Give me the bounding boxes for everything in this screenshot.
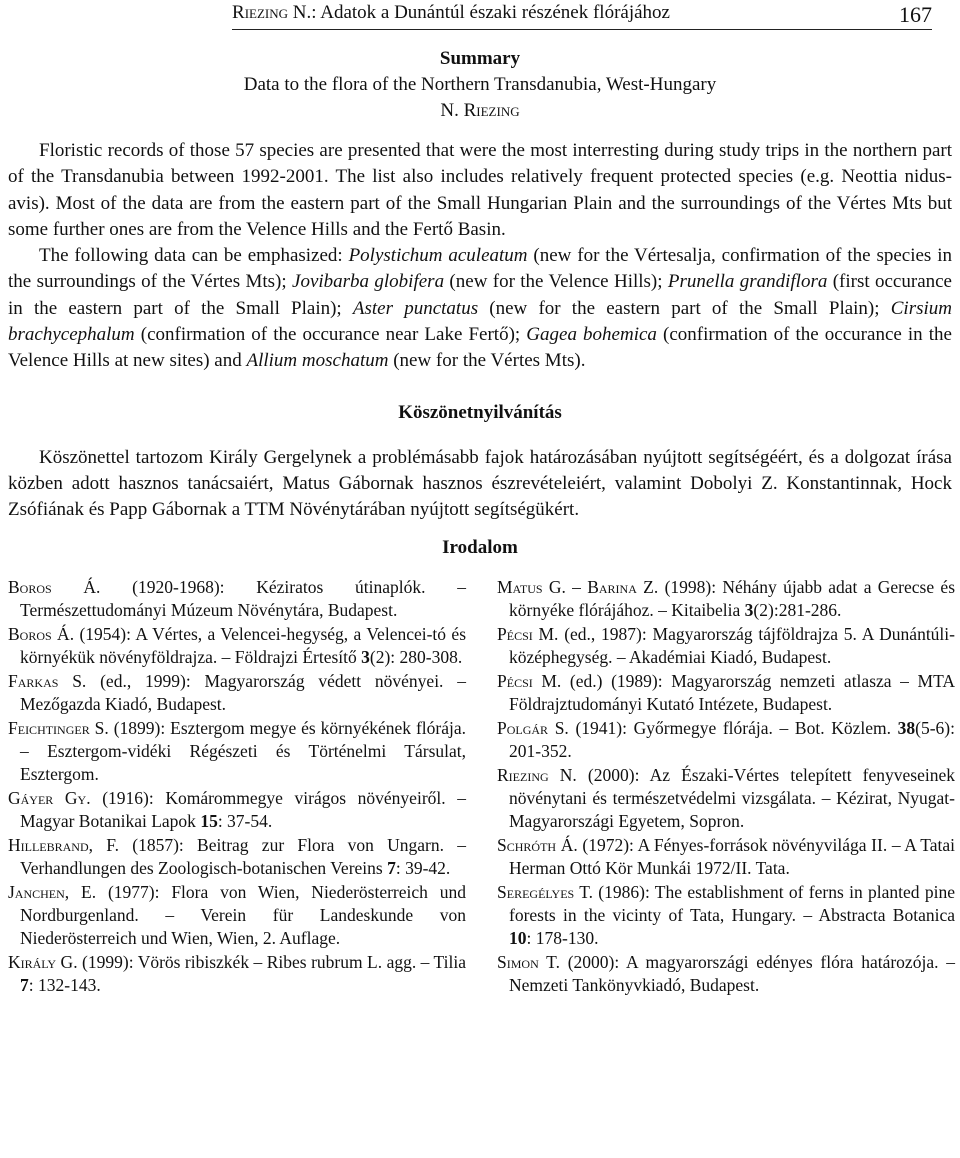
text-run: (first occurance in the eastern part of the Small Plain); <box>8 271 952 319</box>
text-run: (1998): Néhány újabb adat a Gerecse és környéke flórájához. – Kitaibelia <box>509 577 955 620</box>
text-run: (new for the Vértes Mts). <box>388 350 586 372</box>
reference-author: Boros Á. <box>8 577 101 597</box>
reference-author: Janchen, E. <box>8 882 97 903</box>
reference-entry <box>497 881 955 949</box>
abstract-paragraph <box>8 138 952 243</box>
text-run: (confirmation of the occurance in the Velence Hills at new sites) and <box>8 324 952 372</box>
page-number: 167 <box>899 2 932 27</box>
running-head-title <box>232 2 670 24</box>
text-run: (ed., 1987): Magyarország tájföldrajza 5. A Dunántúli-középhegység. – Akadémiai Kiadó, Budapest. <box>509 624 955 667</box>
volume-number: 10 <box>509 927 527 948</box>
text-run: (1916): Komárommegye virágos növényeiről. – Magyar Botanikai Lapok <box>20 788 466 831</box>
text-run: (1986): The establishment of ferns in planted pine forests in the vicinty of Tata, Hungary. – Abstracta Botanica <box>509 882 955 926</box>
text-run: (1857): Beitrag zur Flora von Ungarn. – Verhandlungen des Zoologisch-botanischen Vereins <box>20 835 466 879</box>
reference-entry <box>8 717 466 785</box>
text-run: (1899): Esztergom megye és környékének flórája. – Esztergom-vidéki Régészeti és Történelmi Társulat, Esztergom. <box>20 718 466 784</box>
running-head-author-rest: iezing <box>244 2 289 23</box>
summary-subtitle: Data to the flora of the Northern Transdanubia, West-Hungary <box>243 74 717 95</box>
text-run: (2000): Az Északi-Vértes telepített fenyveseinek növénytani és természetvédelmi vizsgálata. – Kézirat, Nyugat-Magyarországi Egyetem, Sopron. <box>509 765 956 831</box>
text-run: The following data can be emphasized: <box>39 245 349 267</box>
reference-entry <box>497 834 955 880</box>
reference-author: Matus G. – Barina Z. <box>497 577 659 597</box>
text-run: (confirmation of the occurance near Lake Fertő); <box>134 324 527 346</box>
reference-entry <box>497 951 955 997</box>
species-name: Aster punctatus <box>352 297 479 319</box>
text-run: (2): 280-308. <box>369 646 463 667</box>
reference-entry <box>8 881 466 949</box>
species-name: Gagea bohemica <box>526 324 657 346</box>
text-run: : 178-130. <box>526 927 599 948</box>
text-run: : 37-54. <box>217 810 273 831</box>
summary-title: Summary <box>439 48 521 69</box>
reference-entry <box>497 623 955 669</box>
species-name: Allium moschatum <box>246 350 389 372</box>
reference-entry <box>497 670 955 716</box>
reference-author: Pécsi M. <box>497 624 559 645</box>
summary-author-initial: N. R <box>440 100 477 121</box>
reference-entry <box>497 764 955 832</box>
volume-number: 3 <box>744 599 754 620</box>
summary-author <box>0 100 960 122</box>
text-run: (2):281-286. <box>753 599 842 620</box>
volume-number: 7 <box>20 975 29 996</box>
text-run: (new for the Vértesalja, confirmation of the species in the surroundings of the Vértes Mts); <box>8 245 952 293</box>
reference-author: Feichtinger S. <box>8 718 109 739</box>
references-left-column <box>8 576 466 998</box>
acknowledgements-title: Köszönetnyilvánítás <box>398 402 562 423</box>
text-run: (1941): Győrmegye flórája. – Bot. Közlem. <box>568 718 898 739</box>
volume-number: 15 <box>200 810 218 831</box>
species-name: Cirsium brachycephalum <box>8 297 952 346</box>
reference-entry <box>8 670 466 716</box>
text-run: (1977): Flora von Wien, Niederösterreich und Nordburgenland. – Verein für Landeskunde von Niederösterreich und Wien, Wien, 2. Auflage. <box>20 882 467 948</box>
text-run: (ed., 1999): Magyarország védett növényei. – Mezőgazda Kiadó, Budapest. <box>20 671 466 714</box>
reference-author: Király G. <box>8 952 78 973</box>
reference-entry <box>8 576 466 622</box>
header-rule <box>232 29 932 30</box>
text-run: (5-6): 201-352. <box>509 718 955 762</box>
running-header <box>232 2 932 28</box>
reference-author: Hillebrand, F. <box>8 835 119 856</box>
text-run: (new for the Velence Hills); <box>444 271 668 293</box>
volume-number: 3 <box>361 646 370 667</box>
species-name: Prunella grandiflora <box>667 271 828 293</box>
species-name: Jovibarba globifera <box>292 271 445 293</box>
references-title: Irodalom <box>442 537 518 558</box>
text-run: : 39-42. <box>395 858 451 879</box>
volume-number: 38 <box>897 718 916 739</box>
text-run: (2000): A magyarországi edényes flóra határozója. – Nemzeti Tankönyvkiadó, Budapest. <box>509 952 955 996</box>
reference-author: Seregélyes T. <box>497 882 593 903</box>
text-run: (1972): A Fényes-források növényvilága II. – A Tatai Herman Ottó Kör Munkái 1972/II. Tata. <box>509 835 955 879</box>
reference-entry <box>8 623 466 669</box>
reference-author: Polgár S. <box>497 718 569 739</box>
summary-abstract <box>8 138 952 375</box>
text-run: : 132-143. <box>28 975 101 996</box>
text-run: (1954): A Vértes, a Velencei-hegység, a Velencei-tó és környékük növényföldrajza. – Földrajzi Értesítő <box>20 624 466 667</box>
reference-author: Gáyer Gy. <box>8 788 91 809</box>
reference-entry <box>8 787 466 833</box>
text-run: (1999): Vörös ribiszkék – Ribes rubrum L. agg. – Tilia <box>77 952 466 973</box>
text-run: (ed.) (1989): Magyarország nemzeti atlasza – MTA Földrajztudományi Kutató Intézete, Budapest. <box>509 671 956 714</box>
text-run: (new for the eastern part of the Small Plain); <box>478 297 891 319</box>
reference-author: Simon T. <box>497 952 560 973</box>
running-head-author-initial: R <box>232 2 245 23</box>
reference-author: Boros Á. <box>8 624 75 645</box>
acknowledgements-body: Köszönettel tartozom Király Gergelynek a problémásabb fajok határozásában nyújtott segítségéért, és a dolgozat írása közben adott hasznos tanácsaiért, Matus Gábornak hasznos észrevételeiért, valamint Dobolyi Z. Konstantinnak, Hock Zsófiának és Papp Gábornak a TTM Növénytárában nyújtott segítségükért. <box>8 447 952 520</box>
abstract-paragraph <box>8 243 952 374</box>
text-run: Floristic records of those 57 species are presented that were the most interresting during study trips in the northern part of the Transdanubia between 1992-2001. The list also includes relatively frequent protected species (e.g. Neottia nidus-avis). Most of the data are from the eastern part of the Small Hungarian Plain and the surroundings of the Vértes Mts but some further ones are from the Velence Hills and the Fertő Basin. <box>8 140 952 240</box>
reference-author: Riezing N. <box>497 765 577 786</box>
reference-author: Schróth Á. <box>497 835 578 856</box>
reference-entry <box>8 834 466 880</box>
reference-entry <box>497 717 955 763</box>
reference-entry <box>497 576 955 622</box>
reference-entry <box>8 951 466 997</box>
text-run: (1920-1968): Kéziratos útinaplók. – Természettudományi Múzeum Növénytára, Budapest. <box>20 577 466 620</box>
running-head-text: N.: Adatok a Dunántúl északi részének flórájához <box>288 2 670 23</box>
volume-number: 7 <box>387 858 396 879</box>
references-right-column <box>497 576 955 998</box>
reference-author: Farkas S. <box>8 671 87 692</box>
summary-author-rest: iezing <box>476 100 520 121</box>
reference-author: Pécsi M. <box>497 671 562 692</box>
species-name: Polystichum aculeatum <box>348 245 528 267</box>
